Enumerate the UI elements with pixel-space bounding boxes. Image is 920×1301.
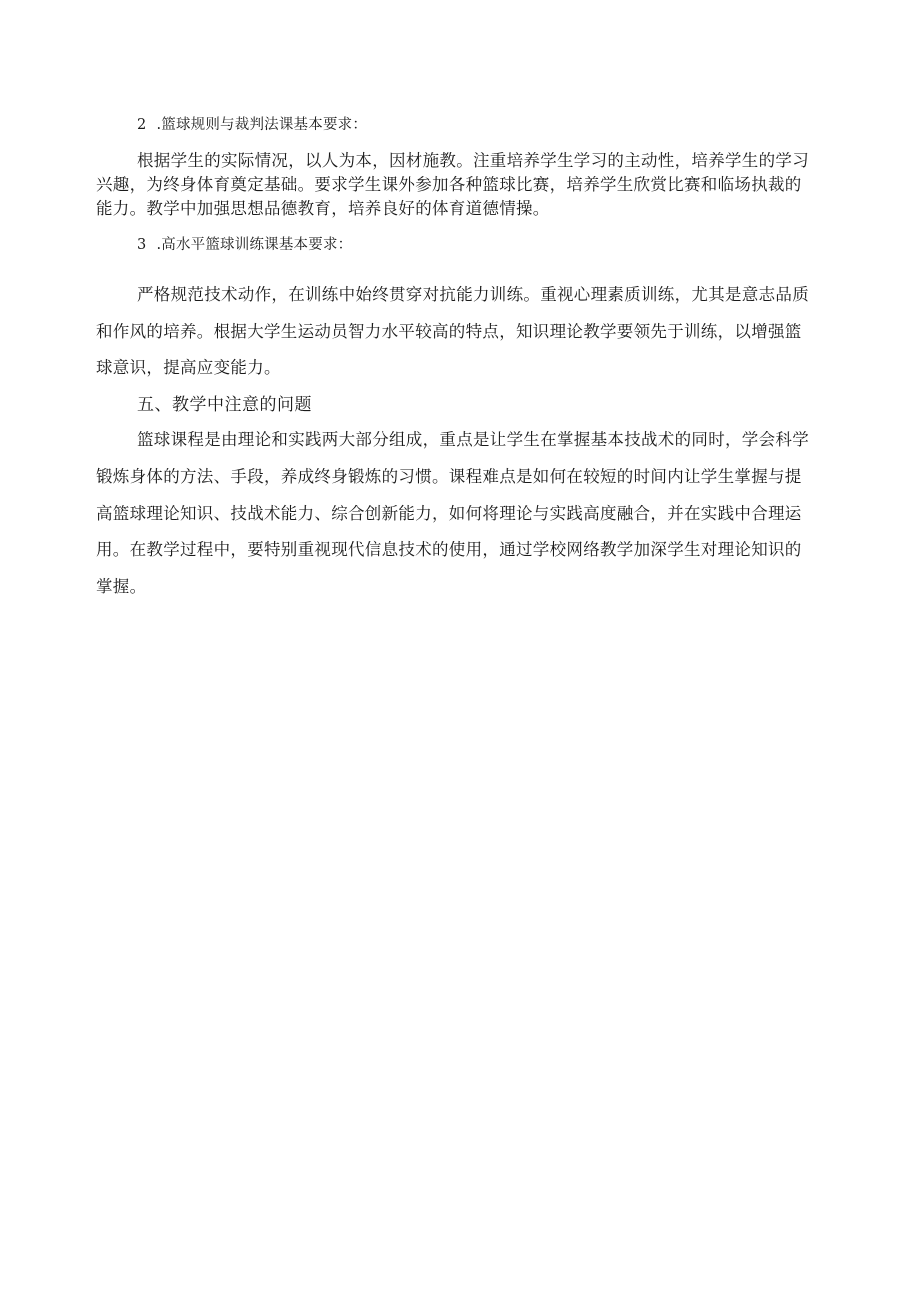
section-3-heading-text: .高水平篮球训练课基本要求： — [156, 237, 353, 253]
section-3-number: 3 — [137, 237, 147, 253]
section-5-line-3: 高篮球理论知识、技战术能力、综合创新能力，如何将理论与实践高度融合，并在实践中合理运 — [96, 504, 802, 523]
section-3-line-3: 球意识，提高应变能力。 — [96, 358, 281, 377]
section-3-heading — [137, 233, 352, 254]
section-2-heading — [137, 113, 367, 134]
section-2-line-2: 兴趣，为终身体育奠定基础。要求学生课外参加各种篮球比赛，培养学生欣赏比赛和临场执裁的 — [96, 175, 802, 194]
section-2-line-3: 能力。教学中加强思想品德教育，培养良好的体育道德情操。 — [96, 199, 550, 218]
section-3-line-2: 和作风的培养。根据大学生运动员智力水平较高的特点，知识理论教学要领先于训练，以增强篮 — [96, 322, 802, 341]
section-5-line-2: 锻炼身体的方法、手段，养成终身锻炼的习惯。课程难点是如何在较短的时间内让学生掌握与提 — [96, 467, 802, 486]
section-5-line-4: 用。在教学过程中，要特别重视现代信息技术的使用，通过学校网络教学加深学生对理论知识的 — [96, 540, 802, 559]
section-2-number: 2 — [137, 117, 147, 133]
section-5-line-5: 掌握。 — [96, 577, 147, 596]
section-5-title: 五、教学中注意的问题 — [137, 395, 312, 415]
section-2-line-1: 根据学生的实际情况，以人为本，因材施教。注重培养学生学习的主动性，培养学生的学习 — [137, 151, 809, 170]
section-2-heading-text: .篮球规则与裁判法课基本要求： — [156, 117, 368, 133]
section-3-line-1: 严格规范技术动作，在训练中始终贯穿对抗能力训练。重视心理素质训练，尤其是意志品质 — [137, 285, 809, 304]
section-5-line-1: 篮球课程是由理论和实践两大部分组成，重点是让学生在掌握基本技战术的同时，学会科学 — [137, 430, 809, 449]
